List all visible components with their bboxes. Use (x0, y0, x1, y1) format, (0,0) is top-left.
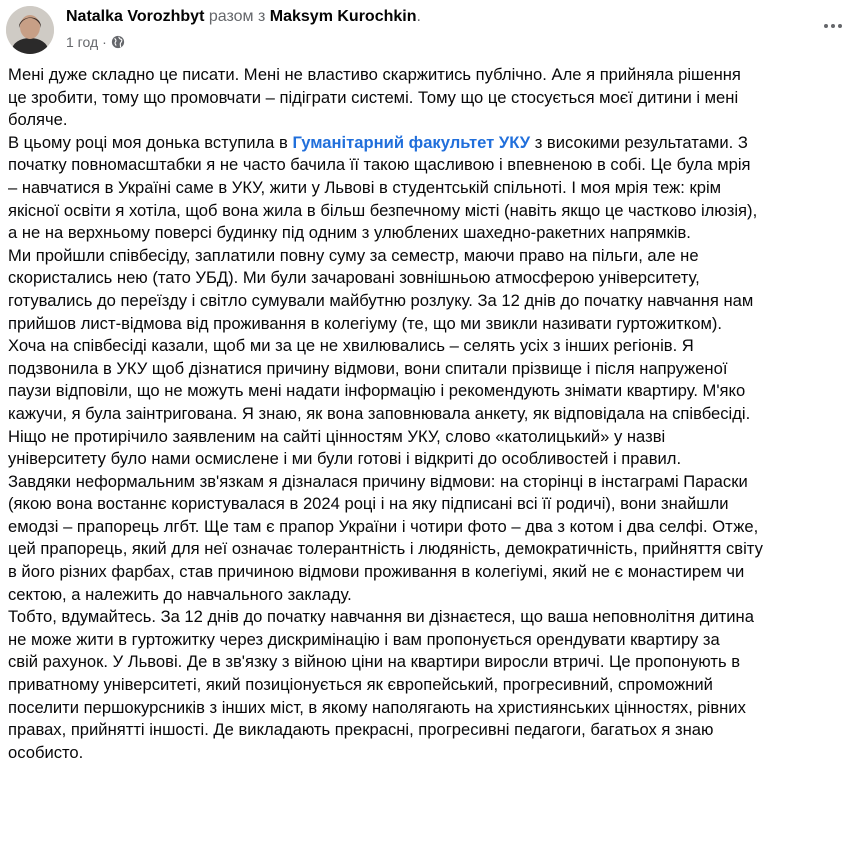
text-line: приватному університеті, який позиціонується як європейський, прогресивний, спроможний (8, 675, 713, 695)
text-line: – навчатися в Україні саме в УКУ, жити у Львові в студентській спільноті. І моя мрія теж: крім (8, 177, 722, 197)
text-line: особисто. (8, 742, 84, 762)
post-meta (66, 33, 125, 51)
text-line: Ніщо не протирічило заявленим на сайті цінностям УКУ, слово «католицький» у назві (8, 426, 666, 446)
text-line: Тобто, вдумайтесь. За 12 днів до початку навчання ви дізнаєтеся, що ваша неповнолітня дитина (8, 607, 754, 627)
with-text: разом з (208, 8, 266, 25)
text-line: це зробити, тому що промовчати – підіграти системі. Тому що це стосується моєї дитини і мені (8, 87, 739, 107)
text-line: паузи відповіли, що не можуть мені надати інформацію і рекомендують знімати квартиру. М'яко (8, 381, 746, 401)
text-segment: В цьому році моя донька вступила в (8, 132, 293, 152)
text-line: Мені дуже складно це писати. Мені не властиво скаржитись публічно. Але я прийняла рішення (8, 65, 741, 84)
text-line: початку повномасштабки я не часто бачила її такою щасливою і впевненою в собі. Це була мрія (8, 155, 751, 175)
text-line: скористались нею (тато УБД). Ми були зачаровані зовнішньою атмосферою університету, (8, 268, 700, 288)
text-line: кажучи, я була заінтригована. Я знаю, як вона заповнювала анкету, як відповідала на співбесіді. (8, 403, 751, 423)
faculty-link[interactable]: Гуманітарний факультет УКУ (292, 132, 531, 152)
text-line: а не на верхньому поверсі будинку під одним з улюблених шахедно-ракетних напрямків. (8, 223, 691, 243)
text-line: свій рахунок. У Львові. Де в зв'язку з війною ціни на квартири виросли втричі. Це пропонують в (8, 652, 741, 672)
text-line: якісної освіти я хотіла, щоб вона жила в більш безпечному місті (навіть якщо це частково ілюзія), (8, 200, 758, 220)
text-line: емодзі – прапорець лгбт. Ще там є прапор України і чотири фото – два з котом і два селфі. Отже, (8, 516, 759, 536)
post-text (8, 64, 858, 764)
author-name[interactable]: Natalka Vorozhbyt (66, 8, 205, 25)
post-time[interactable]: 1 год (66, 34, 99, 50)
text-line: в його різних фарбах, став причиною відмови проживання в колегіумі, який не є монастирем чи (8, 562, 745, 582)
period: . (416, 8, 421, 25)
text-line: не може жити в гуртожитку через дискримінацію і вам пропонується орендувати квартиру за (8, 629, 720, 649)
text-line: сектою, а належить до навчального закладу. (8, 584, 352, 604)
text-line: Хоча на співбесіді казали, щоб ми за це не хвилювались – селять усіх з інших регіонів. Я (8, 336, 694, 356)
coauthor-name[interactable]: Maksym Kurochkin (269, 8, 417, 25)
text-line: подзвонила в УКУ щоб дізнатися причину відмови, вони спитали прізвище і після напруженої (8, 358, 728, 378)
avatar-image (6, 6, 54, 54)
text-segment: з високими результатами. З (530, 132, 748, 152)
text-line: Ми пройшли співбесіду, заплатили повну суму за семестр, маючи право на пільги, але не (8, 245, 699, 265)
post-authors (66, 7, 421, 27)
text-line: (якою вона востаннє користувалася в 2024 році і на яку підписані всі її родичі), вони знайшли (8, 494, 729, 514)
text-line: Завдяки неформальним зв'язкам я дізналася причину відмови: на сторінці в інстаграмі Параски (8, 471, 748, 491)
text-line: прийшов лист-відмова від проживання в колегіуму (те, що ми звикли називати гуртожитком). (8, 313, 722, 333)
text-line: поселити першокурсників з інших міст, в якому наполягають на християнських цінностях, рівних (8, 697, 746, 717)
text-line-with-link (8, 132, 858, 155)
text-line: готувались до переїзду і світло сумували майбутню розлуку. За 12 днів до початку навчання нам (8, 290, 754, 310)
avatar[interactable] (6, 6, 54, 54)
text-line: університету було нами осмислене і ми були готові і відкриті до особливостей і правил. (8, 449, 682, 469)
meta-separator: · (102, 34, 107, 50)
post-header (0, 0, 863, 60)
more-horizontal-icon[interactable] (821, 14, 845, 38)
text-line: цей прапорець, який для неї означає толерантність і людяність, демократичність, прийняття світу (8, 539, 763, 559)
text-line: боляче. (8, 110, 68, 130)
globe-icon[interactable] (111, 35, 125, 49)
text-line: правах, прийнятті іншості. Де викладають прекрасні, прогресивні педагоги, багатьох я знаю (8, 720, 714, 740)
